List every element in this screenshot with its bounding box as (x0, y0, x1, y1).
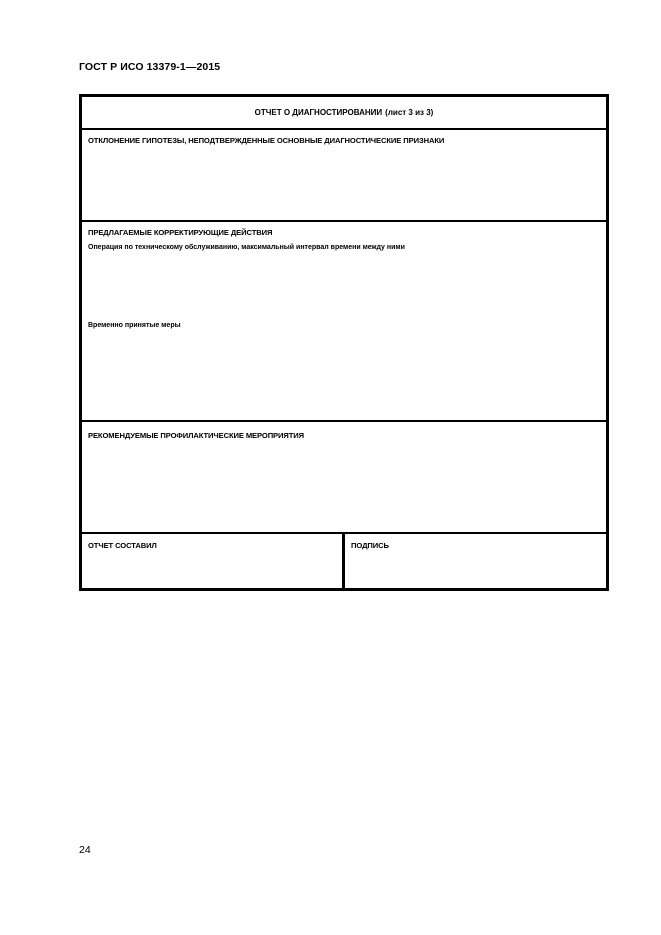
form-title: ОТЧЕТ О ДИАГНОСТИРОВАНИИ (254, 108, 383, 117)
deviation-section[interactable] (82, 130, 606, 222)
deviation-label: ОТКЛОНЕНИЕ ГИПОТЕЗЫ, НЕПОДТВЕРЖДЕННЫЕ ОСНОВНЫЕ ДИАГНОСТИЧЕСКИЕ ПРИЗНАКИ (88, 136, 445, 145)
signature-cell[interactable] (345, 534, 606, 591)
temporary-measures-label: Временно принятые меры (88, 322, 181, 329)
report-author-label: ОТЧЕТ СОСТАВИЛ (88, 541, 157, 550)
diagnostic-report-form (79, 94, 609, 591)
report-author-cell[interactable] (82, 534, 345, 591)
preventive-measures-section[interactable] (82, 422, 606, 534)
corrective-actions-section[interactable] (82, 222, 606, 422)
signature-row (82, 534, 606, 591)
maintenance-operation-label: Операция по техническому обслуживанию, максимальный интервал времени между ними (88, 244, 405, 251)
signature-label: ПОДПИСЬ (351, 541, 389, 550)
form-sheet-number: (лист 3 из 3) (385, 108, 434, 117)
page-number: 24 (79, 844, 91, 856)
preventive-measures-label: РЕКОМЕНДУЕМЫЕ ПРОФИЛАКТИЧЕСКИЕ МЕРОПРИЯТИЯ (88, 431, 304, 440)
corrective-actions-label: ПРЕДЛАГАЕМЫЕ КОРРЕКТИРУЮЩИЕ ДЕЙСТВИЯ (88, 228, 273, 237)
document-header: ГОСТ Р ИСО 13379-1—2015 (79, 61, 221, 73)
form-title-row (82, 97, 606, 130)
